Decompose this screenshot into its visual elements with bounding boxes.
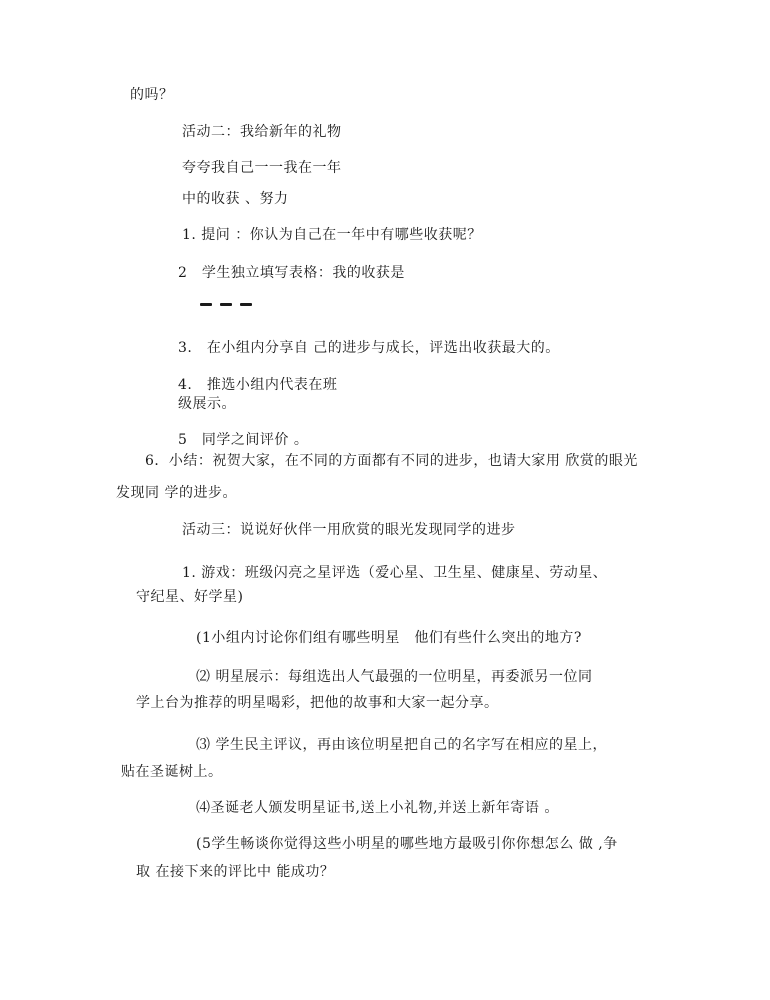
text-line: 级展示。 <box>178 396 236 412</box>
list-item: ⑷圣诞老人颁发明星证书,送上小礼物,并送上新年寄语 。 <box>196 800 559 816</box>
summary-line: 6．小结：祝贺大家，在不同的方面都有不同的进步，也请大家用 欣赏的眼光 <box>145 453 638 469</box>
activity-three-heading: 活动三：说说好伙伴一用欣赏的眼光发现同学的进步 <box>182 522 516 538</box>
text-line: 守纪星、好学星) <box>136 589 244 605</box>
list-item: 2 学生独立填写表格：我的收获是 <box>178 265 405 281</box>
text-line: 的吗？ <box>130 87 174 103</box>
list-item: 1. 游戏：班级闪亮之星评选（爱心星、卫生星、健康星、劳动星、 <box>182 565 608 581</box>
list-item: 3. 在小组内分享自 己的进步与成长，评选出收获最大的。 <box>178 340 560 356</box>
list-item: 4. 推选小组内代表在班 <box>178 377 338 393</box>
text-line: 夸夸我自己一一我在一年 <box>182 160 342 176</box>
list-item: ⑶ 学生民主评议，再由该位明星把自己的名字写在相应的星上， <box>196 737 607 753</box>
activity-two-heading: 活动二：我给新年的礼物 <box>182 124 342 140</box>
text-line: 学上台为推荐的明星喝彩，把他的故事和大家一起分享。 <box>136 695 499 711</box>
list-item: (1小组内讨论你们组有哪些明星 他们有些什么突出的地方? <box>196 630 582 646</box>
list-item: 1. 提问 ：你认为自己在一年中有哪些收获呢？ <box>182 227 482 243</box>
text-line: 取 在接下来的评比中 能成功？ <box>136 864 335 880</box>
fill-in-blanks <box>200 303 260 311</box>
list-item: ⑵ 明星展示：每组选出人气最强的一位明星，再委派另一位同 <box>196 669 593 685</box>
list-item: 5 同学之间评价 。 <box>178 432 309 448</box>
text-line: 中的收获 、努力 <box>182 191 289 207</box>
text-line: 发现同 学的进步。 <box>116 485 237 501</box>
text-line: 贴在圣诞树上。 <box>121 764 223 780</box>
list-item: (5学生畅谈你觉得这些小明星的哪些地方最吸引你你想怎么 做 ,争 <box>196 836 618 852</box>
